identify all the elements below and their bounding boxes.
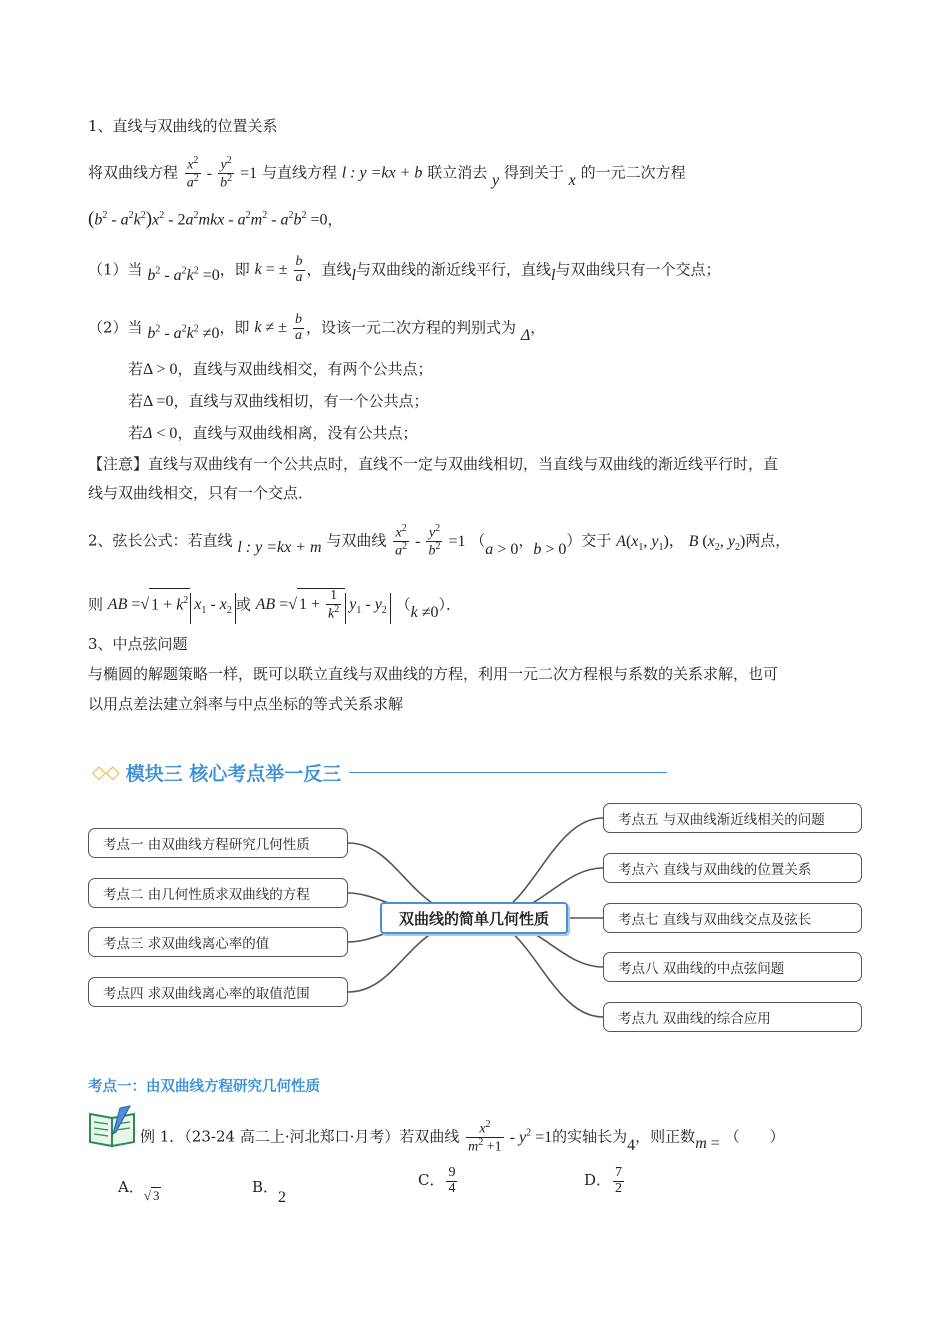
quadratic-equation: $(b^2 - a^2k^2)x^2 - 2a^2mkx - a^2m^2 - a^2b^2 =0$， <box>88 208 343 230</box>
mindmap-node-kaodian-5: 考点五 与双曲线渐近线相关的问题 <box>603 803 862 833</box>
mindmap-node-kaodian-1: 考点一 由双曲线方程研究几何性质 <box>88 828 348 858</box>
sec3-heading: 3、中点弦问题 <box>88 635 188 653</box>
option-c[interactable]: C． $\frac{9}{4}$ <box>418 1165 456 1196</box>
book-pencil-icon <box>86 1104 140 1150</box>
line-equation: l : y =kx + b <box>341 164 423 182</box>
option-b[interactable]: B．2 <box>252 1178 287 1206</box>
module-title-text: 模块三 核心考点举一反三 <box>125 762 342 785</box>
sec3-para-line1: 与椭圆的解题策略一样，既可以联立直线与双曲线的方程，利用一元二次方程根与系数的关系求解，也可 <box>88 665 779 683</box>
sub-case-tangent: 若Δ =0，直线与双曲线相切，有一个公共点； <box>128 392 429 410</box>
sec3-para-line2: 以用点差法建立斜率与中点坐标的等式关系求解 <box>88 695 404 713</box>
sec1-line1: 将双曲线方程 $\frac{x^2}{a^2}$ - $\frac{y^2}{b^2}$ =1 与直线方程 l : y =kx + b 联立消去 y 得到关于 x 的一元二次方程 <box>88 155 686 191</box>
sec1-heading: 1、直线与双曲线的位置关系 <box>88 117 278 135</box>
mindmap-node-kaodian-8: 考点八 双曲线的中点弦问题 <box>603 952 862 982</box>
mindmap-node-kaodian-7: 考点七 直线与双曲线交点及弦长 <box>603 903 862 933</box>
note-line2: 线与双曲线相交，只有一个交点． <box>88 484 314 502</box>
mindmap-node-kaodian-2: 考点二 由几何性质求双曲线的方程 <box>88 878 348 908</box>
kaodian1-heading: 考点一：由双曲线方程研究几何性质 <box>88 1079 320 1095</box>
sub-case-intersect: 若Δ > 0，直线与双曲线相交，有两个公共点； <box>128 360 433 378</box>
double-diamond-icon: ◇◇ <box>92 761 120 783</box>
mindmap-node-kaodian-3: 考点三 求双曲线离心率的值 <box>88 927 348 957</box>
chord-length-line1: 2、弦长公式：若直线 l : y =kx + m 与双曲线 $\frac{x^2}{a^2}$ - $\frac{y^2}{b^2}$ =1 （a > 0，b > 0）交于 $A(x_1$, $y_1$)， B ($x_2$, $y_2$)两点， <box>88 523 791 559</box>
mindmap-node-kaodian-6: 考点六 直线与双曲线的位置关系 <box>603 853 862 883</box>
option-a[interactable]: A．√ 3 <box>118 1178 160 1203</box>
hyperbola-equation: $\frac{x^2}{a^2}$ - $\frac{y^2}{b^2}$ =1 <box>186 155 258 191</box>
chord-length-line2: 则 AB =√ $1 + k^2$ $x_1 - x_2$ 或 AB =√ 1 + $\frac{1}{k^2}$ $y_1 - y_2$ （k ≠0）． <box>88 588 461 624</box>
option-d[interactable]: D． $\frac{7}{2}$ <box>584 1165 623 1196</box>
mindmap-node-kaodian-4: 考点四 求双曲线离心率的取值范围 <box>88 977 348 1007</box>
sub-case-separate: 若Δ < 0，直线与双曲线相离，没有公共点； <box>128 424 418 442</box>
mindmap-node-kaodian-9: 考点九 双曲线的综合应用 <box>603 1002 862 1032</box>
example1-line: 例 1．（23-24 高二上·河北郑口·月考）若双曲线 $\frac{x^2}{m^2 +1}$ - $y^2 =1$的实轴长为4，则正数m = （ ） <box>140 1119 785 1155</box>
case1-line: （1）当 $b^2 - a^2k^2 =0$，即 k = ± $\frac{b}{a}$ ，直线l与双曲线的渐近线平行，直线l与双曲线只有一个交点； <box>88 254 721 286</box>
mindmap-center-node: 双曲线的简单几何性质 <box>380 902 568 934</box>
case2-line: （2）当 $b^2 - a^2k^2 \ne 0$，即 k ≠ ± $\frac{b}{a}$ ，设该一元二次方程的判别式为 Δ， <box>88 312 546 345</box>
note-line1: 【注意】直线与双曲线有一个公共点时，直线不一定与双曲线相切，当直线与双曲线的渐近线平行时，直 <box>88 455 779 473</box>
